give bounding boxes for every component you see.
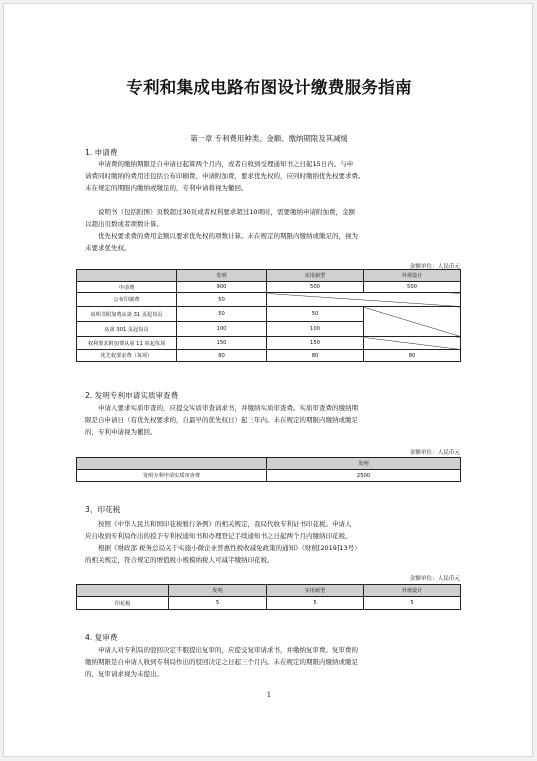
table-header-row: 发明 实用新型 外观设计 [77,270,461,282]
section-heading-application-fee: 1. 申请费 [85,148,118,157]
page-number: 1 [266,691,272,699]
table-header-row: 发明 实用新型 外观设计 [77,585,461,597]
table-row: 优先权要求费（每项） 80 80 80 [77,350,461,362]
unit-note: 金额单位：人民币元 [409,450,460,456]
paragraph: 根据《财政部 税务总局关于实施小微企业普惠性税收减免政策的通知》（财税[2019]13号） 的相关规定，符合规定的增值税小规模纳税人可减半缴纳印花税。 [85,544,361,565]
table-row: 申请费 900 500 500 [77,282,461,293]
document-page [3,3,533,757]
fee-table-application [76,269,461,362]
chapter-heading: 第一章 专利费用种类、金额、缴纳期限及其减缓 [190,134,348,143]
paragraph: 优先权要求费的费用金额以要求优先权的项数计算。未在规定的期限内缴纳或缴足的，视为 未要求优先权。 [85,232,358,253]
paragraph: 说明书（包括附图）页数超过30页或者权利要求超过10项时，需要缴纳申请附加费，金额 以超出页数或者项数计算。 [85,208,356,229]
fee-table-stamp-duty [76,584,461,610]
paragraph: 申请费的缴纳期限是自申请日起算两个月内，或者自收到受理通知书之日起15日内。与申 请费同时缴纳的费用还包括公布印刷费、申请附加费，要求优先权的，应同时缴纳优先权要求费。 未在规定的期限内缴纳或缴足的，专利申请将视为撤回。 [85,160,365,193]
fee-table-substantive-exam [76,457,461,482]
table-row: 从第 301 页起每页 100 100 [77,322,461,337]
unit-note: 金额单位：人民币元 [409,576,460,582]
table-row: 印花税 5 5 5 [77,597,461,610]
paragraph: 申请人对专利局的驳回决定不服提出复审的，应提交复审请求书，并缴纳复审费。复审费的 缴纳期限是自申请人收到专利局作出的驳回决定之日起三个月内。未在规定的期限内缴纳或缴足 的，复审请求视为未提出。 [85,646,358,679]
table-row: 权利要求附加费从第 11 项起每项 150 150 [77,337,461,350]
page-title: 专利和集成电路布图设计缴费服务指南 [126,78,412,97]
empty-cell [364,307,461,337]
table-header-row: 发明 [77,458,461,470]
table-row: 公布印刷费 50 [77,293,461,307]
section-heading-reexamination-fee: 4. 复审费 [85,633,118,642]
empty-cell [267,293,461,307]
paragraph: 申请人要求实质审查的，应提交实质审查请求书，并缴纳实质审查费。实质审查费的缴纳期 限是自申请日（有优先权要求的，自最早的优先权日）起三年内。未在规定的期限内缴纳或缴足 的，专利申请视为撤回。 [85,404,358,437]
empty-cell [364,337,461,350]
table-row: 说明书附加费从第 31 页起每页 50 50 [77,307,461,322]
section-heading-substantive-exam-fee: 2. 发明专利申请实质审查费 [85,391,179,400]
table-row: 发明专利申请实质审查费 2500 [77,470,461,482]
paragraph: 按照《中华人民共和国印花税暂行条例》的相关规定，我局代收专利证书印花税。申请人 应自收到专利局作出的授予专利权通知书和办理登记手续通知书之日起两个月内缴纳印花税。 [85,520,352,541]
section-heading-stamp-duty: 3、印花税 [85,505,121,514]
unit-note: 金额单位：人民币元 [409,264,460,270]
